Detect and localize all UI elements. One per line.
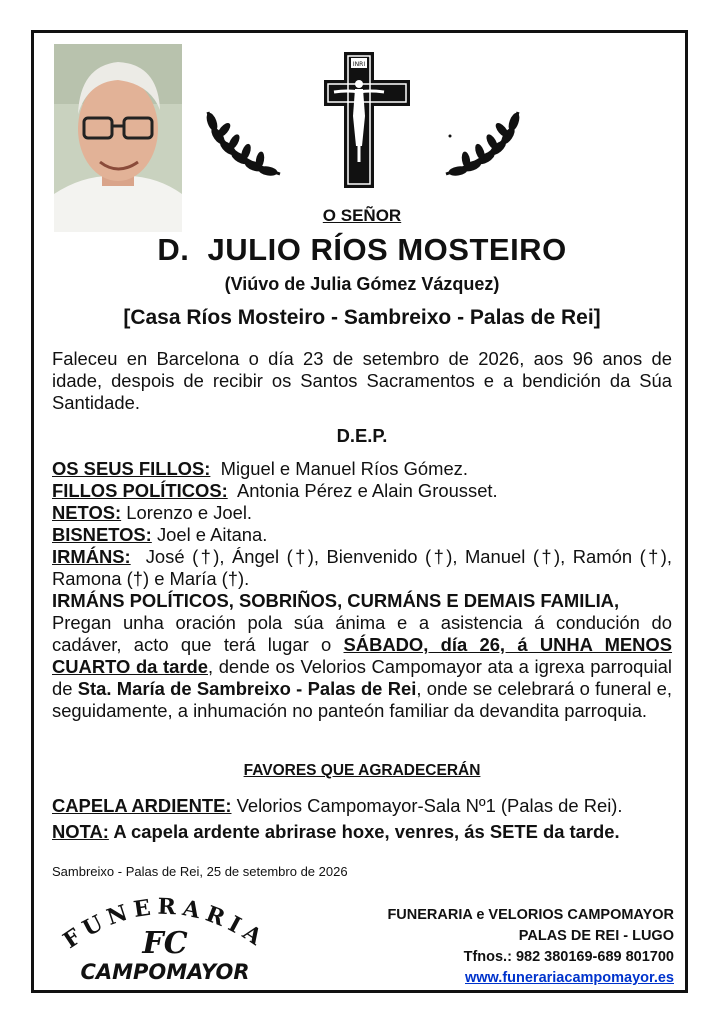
company-location: PALAS DE REI - LUGO [518,928,674,944]
irmans-label: IRMÁNS: [52,546,131,567]
nota-label: NOTA: [52,821,109,842]
politicos-label: FILLOS POLÍTICOS: [52,480,228,501]
netos-value: Lorenzo e Joel. [126,502,253,523]
fillos-value: Miguel e Manuel Ríos Gómez. [220,458,468,479]
right-laurel-icon [446,112,521,177]
crucifix-icon [324,52,410,188]
title-prefix: O SEÑOR [322,206,402,225]
ceremony-text-2: , dende os Velorios Campomayor ata a igrexa parroquial de [52,656,672,699]
bisnetos-label: BISNETOS: [52,524,152,545]
intro-paragraph: Faleceu en Barcelona o día 23 de setembro de 2026, aos 96 anos de idade, despois de recibir os Santos Sacramentos e a bendición da Súa Santidade. [52,348,672,413]
family-row-irmans [52,546,672,590]
capela-block [52,795,672,843]
ceremony-paragraph [52,612,672,722]
family-list [52,458,672,722]
nota-value: A capela ardente abrirase hoxe, venres, ás SETE da tarde. [113,821,620,842]
family-row-politicos [52,480,672,502]
demais-familia: IRMÁNS POLÍTICOS, SOBRIÑOS, CURMÁNS E DEMAIS FAMILIA, [52,590,620,611]
family-row-fillos [52,458,672,480]
netos-label: NETOS: [52,502,122,523]
dep-label: D.E.P. [336,425,388,446]
phone-numbers: Tfnos.: 982 380169-689 801700 [463,949,674,965]
ceremony-place: Sta. María de Sambreixo - Palas de Rei [77,678,417,699]
family-row-bisnetos [52,524,672,546]
logo-arc-text: FUNERARIA [58,893,272,954]
logo-monogram: FC [142,926,188,961]
cross-with-laurels [188,44,538,194]
deceased-name: D. JULIO RÍOS MOSTEIRO [157,232,567,267]
company-name: FUNERARIA e VELORIOS CAMPOMAYOR [387,907,674,923]
date-line: Sambreixo - Palas de Rei, 25 de setembro de 2026 [52,864,348,879]
politicos-value: Antonia Pérez e Alain Grousset. [236,480,498,501]
ceremony-text-1: Pregan unha oración pola súa ánima e a asistencia á condución do cadáver, acto que terá lugar o [52,612,672,655]
house-line: [Casa Ríos Mosteiro - Sambreixo - Palas de Rei] [123,306,601,329]
ceremony-text-3: , onde se celebrará o funeral e, seguidamente, a inhumación no panteón familiar da devandita parroquia. [52,678,672,721]
ceremony-time: SÁBADO, día 26, á UNHA MENOS CUARTO da tarde [52,634,673,677]
widow-line: (Viúvo de Julia Gómez Vázquez) [224,274,500,294]
portrait-photo [54,44,182,232]
capela-value: Velorios Campomayor-Sala Nº1 (Palas de Rei). [236,795,623,816]
irmans-value: José (†), Ángel (†), Bienvenido (†), Manuel (†), Ramón (†), Ramona (†) e María (†). [52,546,672,589]
fillos-label: OS SEUS FILLOS: [52,458,211,479]
website-link[interactable]: www.funerariacampomayor.es [465,970,674,986]
inri-plaque: INRI [352,61,366,68]
contact-block [387,905,674,989]
nota-row [52,821,672,843]
favores-heading: FAVORES QUE AGRADECERÁN [243,762,481,779]
family-row-netos [52,502,672,524]
bisnetos-value: Joel e Aitana. [156,524,268,545]
capela-label: CAPELA ARDIENTE: [52,795,232,816]
logo-name: CAMPOMAYOR [80,960,250,984]
left-laurel-icon [205,112,280,177]
capela-row [52,795,672,817]
campomayor-logo [52,893,278,985]
